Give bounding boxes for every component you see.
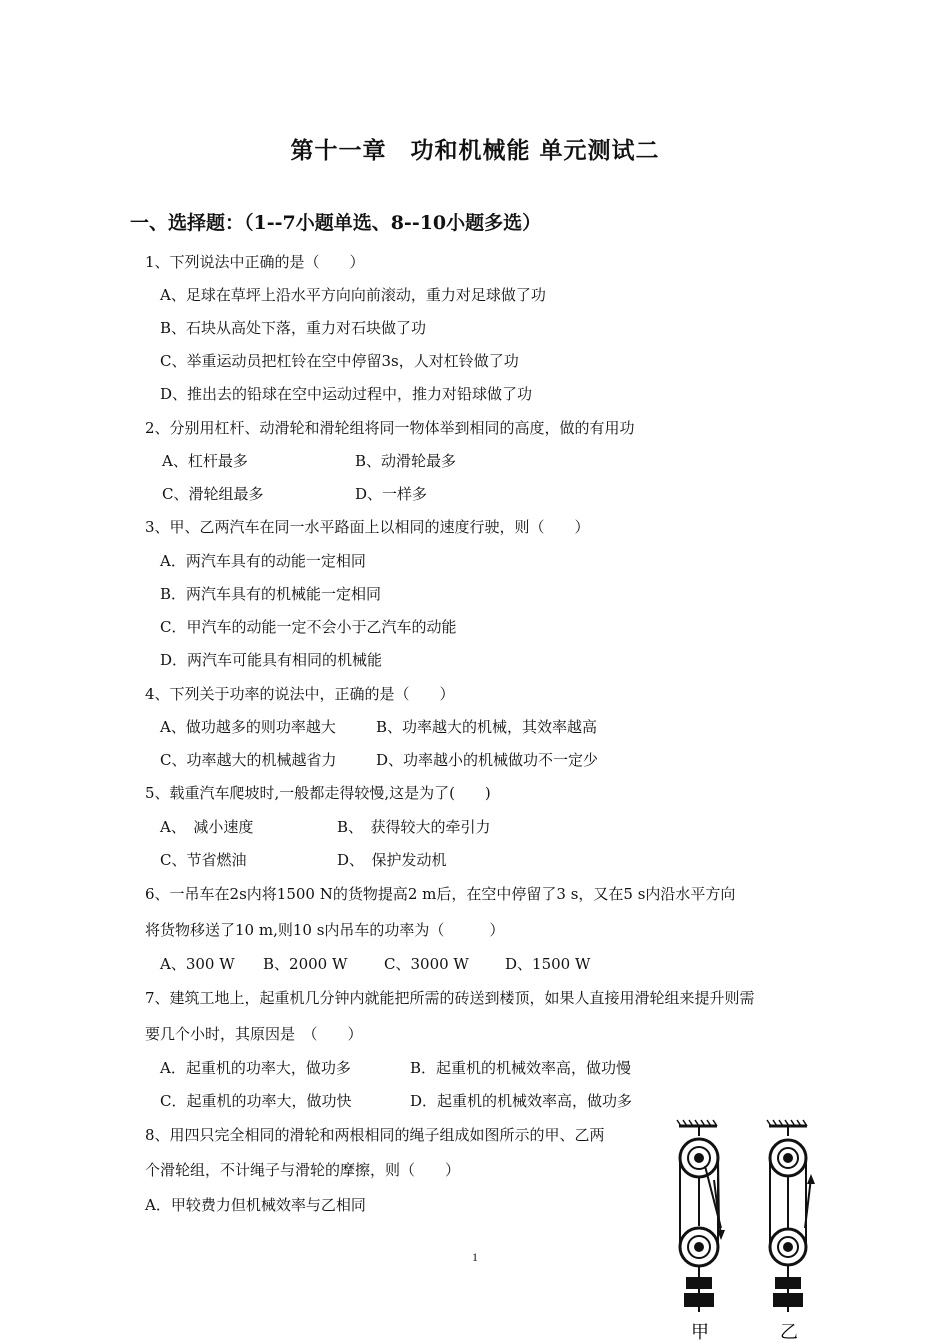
question-7-stem-line-1: 7、建筑工地上，起重机几分钟内就能把所需的砖送到楼顶，如果人直接用滑轮组来提升则需 [145, 989, 755, 1007]
question-7-option-b: B．起重机的机械效率高，做功慢 [410, 1059, 632, 1077]
question-5-option-a: A、 减小速度 [160, 818, 254, 836]
page-title: 第十一章 功和机械能 单元测试二 [290, 137, 660, 164]
question-3-option-c: C．甲汽车的动能一定不会小于乙汽车的动能 [160, 618, 457, 636]
question-2-option-d: D、一样多 [355, 485, 428, 503]
question-2-stem: 2、分别用杠杆、动滑轮和滑轮组将同一物体举到相同的高度，做的有用功 [145, 419, 635, 437]
question-6-option-a: A、300 W [160, 955, 235, 973]
question-4-option-a: A、做功越多的则功率越大 [160, 718, 336, 736]
question-6-option-c: C、3000 W [384, 955, 469, 973]
question-8-stem-line-1: 8、用四只完全相同的滑轮和两根相同的绳子组成如图所示的甲、乙两 [145, 1126, 605, 1144]
question-1-stem: 1、下列说法中正确的是（ ） [145, 253, 365, 271]
question-1-option-a: A、足球在草坪上沿水平方向向前滚动，重力对足球做了功 [160, 286, 546, 304]
question-6-stem-line-1: 6、一吊车在2s内将1500 N的货物提高2 m后，在空中停留了3 s，又在5 s内沿水平方向 [145, 885, 736, 903]
question-5-option-d: D、 保护发动机 [337, 851, 447, 869]
question-5-option-b: B、 获得较大的牵引力 [337, 818, 491, 836]
pulley-system-yi [767, 1120, 815, 1312]
question-1-option-c: C、举重运动员把杠铃在空中停留3s，人对杠铃做了功 [160, 352, 519, 370]
question-8-stem-line-2: 个滑轮组，不计绳子与滑轮的摩擦，则（ ） [145, 1161, 461, 1179]
question-3-option-a: A．两汽车具有的动能一定相同 [160, 552, 366, 570]
question-4-option-d: D、功率越小的机械做功不一定少 [376, 751, 599, 769]
question-7-option-a: A．起重机的功率大，做功多 [160, 1059, 351, 1077]
question-6-stem-line-2: 将货物移送了10 m,则10 s内吊车的功率为（ ） [145, 921, 505, 939]
question-7-option-c: C．起重机的功率大，做功快 [160, 1092, 352, 1110]
question-2-option-b: B、动滑轮最多 [355, 452, 457, 470]
question-3-option-b: B．两汽车具有的机械能一定相同 [160, 585, 382, 603]
question-4-stem: 4、下列关于功率的说法中，正确的是（ ） [145, 685, 455, 703]
question-3-stem: 3、甲、乙两汽车在同一水平路面上以相同的速度行驶，则（ ） [145, 518, 590, 536]
question-3-option-d: D．两汽车可能具有相同的机械能 [160, 651, 383, 669]
question-6-option-b: B、2000 W [263, 955, 348, 973]
question-7-stem-line-2: 要几个小时，其原因是 （ ） [145, 1025, 363, 1043]
pulley-diagram [665, 1118, 835, 1344]
question-5-stem: 5、载重汽车爬坡时,一般都走得较慢,这是为了( ) [145, 784, 491, 802]
question-8-option-a: A．甲较费力但机械效率与乙相同 [145, 1196, 366, 1214]
question-4-option-c: C、功率越大的机械越省力 [160, 751, 337, 769]
question-1-option-b: B、石块从高处下落，重力对石块做了功 [160, 319, 427, 337]
figure-label-yi: 乙 [780, 1322, 798, 1343]
question-6-option-d: D、1500 W [505, 955, 591, 973]
section-heading: 一、选择题：（1--7小题单选、8--10小题多选） [130, 212, 542, 234]
question-5-option-c: C、节省燃油 [160, 851, 247, 869]
figure-label-jia: 甲 [691, 1322, 709, 1343]
pulley-system-jia [677, 1120, 725, 1312]
page-number: 1 [472, 1250, 478, 1264]
question-2-option-a: A、杠杆最多 [162, 452, 248, 470]
question-2-option-c: C、滑轮组最多 [162, 485, 264, 503]
question-7-option-d: D．起重机的机械效率高，做功多 [410, 1092, 633, 1110]
question-4-option-b: B、功率越大的机械，其效率越高 [376, 718, 598, 736]
question-1-option-d: D、推出去的铅球在空中运动过程中，推力对铅球做了功 [160, 385, 533, 403]
